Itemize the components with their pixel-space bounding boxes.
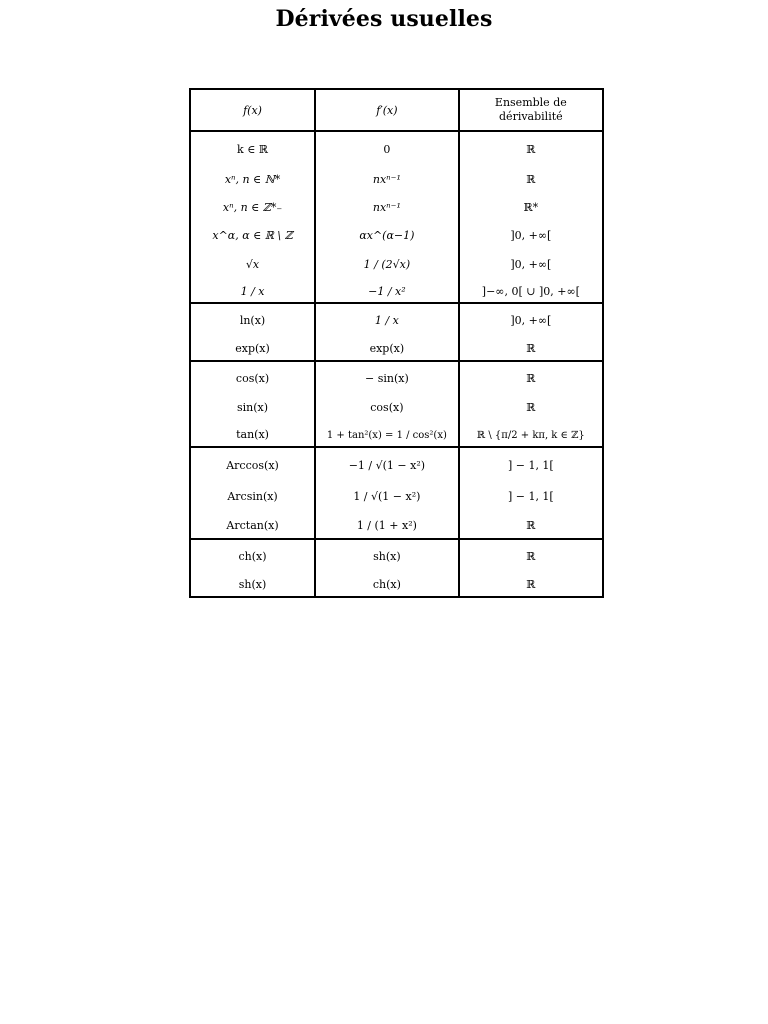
- domain-expression: ℝ: [526, 578, 536, 591]
- cell-domain: [459, 277, 603, 303]
- cell-fprime: [315, 333, 459, 361]
- cell-domain: [459, 191, 603, 219]
- cell-domain: [459, 361, 603, 391]
- domain-expression: ℝ: [526, 143, 536, 156]
- cell-fprime: [315, 191, 459, 219]
- f-expression: xⁿ, n ∈ ℤ*₋: [222, 200, 283, 214]
- fprime-expression: cos(x): [370, 400, 404, 414]
- f-expression: cos(x): [235, 372, 270, 385]
- domain-expression: ℝ: [526, 342, 536, 355]
- f-expression: x^α, α ∈ ℝ \ ℤ: [212, 228, 293, 242]
- header-f-label: f(x): [243, 103, 262, 117]
- table-row: [190, 447, 603, 479]
- cell-domain: [459, 219, 603, 247]
- domain-expression: ] − 1, 1[: [507, 489, 554, 503]
- cell-fprime: [315, 391, 459, 419]
- derivatives-table: [189, 88, 604, 598]
- table-row: [190, 303, 603, 333]
- table-header-row: [190, 89, 603, 131]
- header-domain: [459, 89, 603, 131]
- table-row: [190, 219, 603, 247]
- fprime-expression: αx^(α−1): [359, 228, 415, 242]
- cell-fprime: [315, 509, 459, 539]
- cell-fprime: [315, 569, 459, 597]
- fprime-expression: exp(x): [369, 342, 405, 355]
- f-expression: tan(x): [236, 428, 269, 441]
- fprime-expression: 1 / x: [374, 314, 399, 327]
- domain-expression: ]0, +∞[: [510, 257, 552, 271]
- f-expression: ln(x): [239, 314, 266, 327]
- cell-domain: [459, 509, 603, 539]
- f-expression: Arcsin(x): [227, 489, 278, 503]
- header-f: [190, 89, 315, 131]
- table-row: [190, 569, 603, 597]
- cell-domain: [459, 247, 603, 277]
- domain-expression: ℝ: [526, 400, 536, 414]
- domain-expression: ]0, +∞[: [510, 314, 552, 327]
- domain-expression: ]−∞, 0[ ∪ ]0, +∞[: [481, 285, 580, 298]
- f-expression: 1 / x: [240, 285, 265, 298]
- table-row: [190, 191, 603, 219]
- table-row: [190, 361, 603, 391]
- fprime-expression: 1 / (1 + x²): [356, 519, 417, 532]
- domain-expression: ℝ: [526, 372, 536, 385]
- cell-fprime: [315, 479, 459, 509]
- cell-f: [190, 361, 315, 391]
- cell-f: [190, 447, 315, 479]
- f-expression: Arctan(x): [226, 519, 279, 532]
- cell-domain: [459, 333, 603, 361]
- domain-expression: ℝ \ {π/2 + kπ, k ∈ ℤ}: [476, 430, 585, 441]
- f-expression: sh(x): [238, 578, 267, 591]
- fprime-expression: 1 / √(1 − x²): [353, 489, 421, 503]
- cell-f: [190, 163, 315, 191]
- table-row: [190, 163, 603, 191]
- fprime-expression: −1 / x²: [368, 285, 406, 298]
- cell-domain: [459, 391, 603, 419]
- cell-f: [190, 539, 315, 569]
- cell-domain: [459, 447, 603, 479]
- cell-f: [190, 333, 315, 361]
- header-domain-line1: Ensemble de: [494, 96, 567, 109]
- cell-domain: [459, 163, 603, 191]
- cell-fprime: [315, 219, 459, 247]
- cell-fprime: [315, 447, 459, 479]
- cell-f: [190, 509, 315, 539]
- cell-domain: [459, 303, 603, 333]
- fprime-expression: nxⁿ⁻¹: [372, 200, 401, 214]
- header-domain-line2: dérivabilité: [499, 110, 563, 123]
- table-row: [190, 277, 603, 303]
- table-row: [190, 539, 603, 569]
- cell-f: [190, 277, 315, 303]
- cell-fprime: [315, 419, 459, 447]
- fprime-expression: 0: [383, 143, 391, 156]
- cell-f: [190, 479, 315, 509]
- domain-expression: ] − 1, 1[: [507, 459, 554, 472]
- domain-expression: ℝ: [526, 172, 536, 186]
- cell-f: [190, 131, 315, 163]
- cell-domain: [459, 131, 603, 163]
- cell-f: [190, 219, 315, 247]
- page-title: Dérivées usuelles: [275, 6, 493, 32]
- cell-fprime: [315, 163, 459, 191]
- cell-domain: [459, 479, 603, 509]
- f-expression: ch(x): [238, 550, 267, 563]
- f-expression: Arccos(x): [226, 459, 279, 472]
- cell-f: [190, 391, 315, 419]
- fprime-expression: nxⁿ⁻¹: [372, 172, 401, 186]
- cell-domain: [459, 419, 603, 447]
- domain-expression: ℝ: [526, 550, 536, 563]
- fprime-expression: 1 + tan²(x) = 1 / cos²(x): [326, 430, 447, 441]
- header-fprime: [315, 89, 459, 131]
- cell-f: [190, 247, 315, 277]
- fprime-expression: 1 / (2√x): [363, 257, 411, 271]
- table-row: [190, 419, 603, 447]
- table-row: [190, 333, 603, 361]
- fprime-expression: −1 / √(1 − x²): [348, 459, 426, 472]
- fprime-expression: − sin(x): [365, 372, 409, 385]
- table-row: [190, 391, 603, 419]
- table-row: [190, 247, 603, 277]
- cell-f: [190, 191, 315, 219]
- cell-fprime: [315, 303, 459, 333]
- cell-fprime: [315, 539, 459, 569]
- domain-expression: ℝ*: [523, 200, 539, 214]
- table-row: [190, 131, 603, 163]
- cell-fprime: [315, 131, 459, 163]
- cell-f: [190, 569, 315, 597]
- cell-fprime: [315, 361, 459, 391]
- f-expression: k ∈ ℝ: [237, 143, 268, 156]
- domain-expression: ]0, +∞[: [510, 228, 552, 242]
- cell-f: [190, 303, 315, 333]
- fprime-expression: sh(x): [373, 550, 401, 563]
- domain-expression: ℝ: [526, 519, 536, 532]
- f-expression: sin(x): [237, 400, 269, 414]
- cell-fprime: [315, 247, 459, 277]
- cell-fprime: [315, 277, 459, 303]
- f-expression: xⁿ, n ∈ ℕ*: [224, 172, 281, 186]
- table-row: [190, 479, 603, 509]
- cell-domain: [459, 569, 603, 597]
- f-expression: √x: [245, 257, 260, 271]
- cell-f: [190, 419, 315, 447]
- f-expression: exp(x): [235, 342, 270, 355]
- table-row: [190, 509, 603, 539]
- fprime-expression: ch(x): [372, 578, 401, 591]
- cell-domain: [459, 539, 603, 569]
- header-fprime-label: f′(x): [376, 103, 398, 117]
